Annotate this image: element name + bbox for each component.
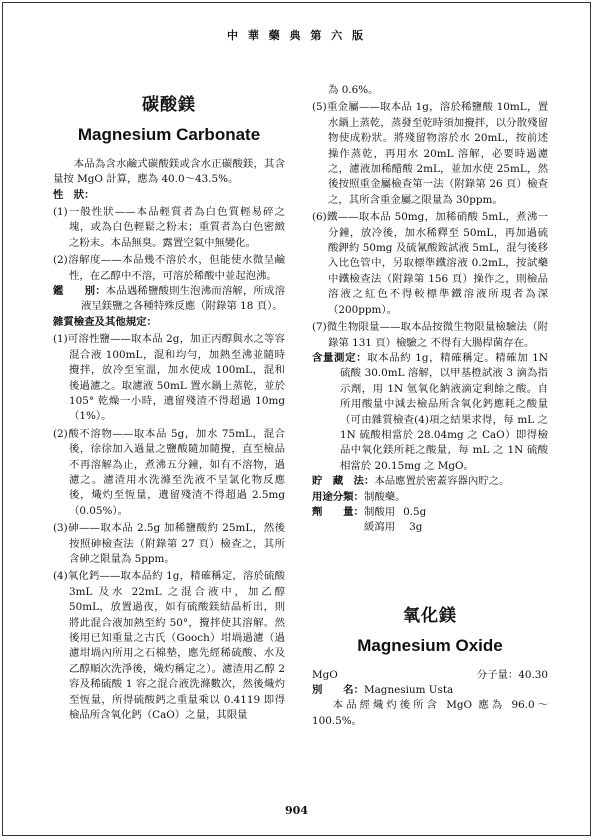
continued-text: 為 0.6%。 [328,84,379,96]
molecular-weight: 分子量：40.30 [476,668,548,681]
molecular-formula: MgO [312,668,338,681]
monograph-title-zh: 氧化鎂 [403,605,457,626]
section-heading-other-name: 別 名： [312,684,364,696]
identification-text: 本品遇稀鹽酸則生泡沸而溶解，所成溶液呈鎂鹽之各種特殊反應（附錄第 18 頁）。 [81,285,285,313]
monograph-title-zh: 碳酸鎂 [142,95,196,115]
right-column [312,83,548,729]
assay-text: 取本品約 1g，精確稱定。精確加 1N 硫酸 30.0mL 溶解，以甲基橙試液 3 滴為指示劑，用 1N 氫氧化鈉液滴定剩餘之酸。自所用酸量中減去檢品所含氧化鈣應耗之酸量（可由雜質檢查(4)項之結果求得，每 mL 之 1N 硫酸相當於 28.04mg 之 CaO）即得檢品中氧化鎂所耗之酸量，每 mL 之 1N 硫酸相當於 20.15mg 之 MgO。 [340,351,549,472]
purity-item: (6)鐵——取本品 50mg，加稀硝酸 5mL，煮沸一分鐘，放冷後，加水稀釋至 50mL，再加過硫酸鉀約 50mg 及硫氰酸銨試液 5mL，混勻後移入比色管中，另取標準鐵溶液 0.2mL，按試藥中鐵檢查法（附錄第 156 頁）操作之，則檢品溶液之紅色不得較標準鐵溶液所現者為深（200ppm）。 [312,211,548,316]
dose-amount: 3g [409,521,423,534]
purity-item: (2)酸不溶物——取本品 5g，加水 75mL，混合後，徐徐加入過量之鹽酸隨加隨攪，直至檢品不再溶解為止，煮沸五分鐘，如有不溶物，過濾之。濾渣用水洗滌至洗液不呈氯化物反應後，熾灼至恆量，遺留殘渣不得超過 2.5mg（0.05%）。 [53,427,285,517]
section-heading-assay: 含量測定： [312,351,368,364]
storage-text: 本品應置於密蓋容器內貯之。 [374,475,510,488]
purity-item: (1)可溶性鹽——取本品 2g，加正丙醇與水之等容混合液 100mL，混和均勻，加熱至沸並隨時攪拌，放冷至室溫，加水使成 100mL，混和後過濾之。取濾液 50mL 置水鍋上蒸乾，並於 105° 乾燥一小時，遺留殘渣不得超過 10mg（1%）。 [53,333,285,423]
dose-use: 制酸用 [363,505,396,518]
purity-item: (7)微生物限量——取本品按微生物限量檢驗法（附錄第 131 頁）檢驗之 不得有大腸桿菌存在。 [312,321,548,349]
category-section [312,490,548,505]
monograph-intro: 本品為含水鹼式碳酸鎂或含水正碳酸鎂，其含量按 MgO 計算，應為 40.0～43.5%。 [53,157,285,186]
section-heading-category: 用途分類： [312,490,364,503]
category-text: 制酸藥。 [363,490,406,503]
page [2,2,591,836]
dose-section [312,505,548,520]
monograph-title-en: Magnesium Carbonate [77,125,261,145]
identification-section [53,284,285,315]
monograph-title-en: Magnesium Oxide [357,636,503,656]
section-heading-properties: 性 狀： [53,188,95,201]
other-name-text: Magnesium Usta [363,684,454,696]
property-item: (2)溶解度——本品幾不溶於水，但能使水微呈鹼性，在乙醇中不溶，可溶於稀酸中並起泡沸。 [53,254,285,282]
left-column [53,81,285,723]
section-heading-identification: 鑑 別： [53,285,106,298]
dose-row [312,520,548,535]
property-item: (1)一般性狀——本品輕質者為白色質輕易碎之塊，或為白色輕鬆之粉末；重質者為白色密緻之粉末。本品無臭。露置空氣中無變化。 [53,206,285,249]
other-name-section [312,683,548,698]
dose-amount: 0.5g [403,505,427,518]
section-heading-dose: 劑 量： [312,505,364,518]
purity-item: (3)砷——取本品 2.5g 加稀鹽酸約 25mL，然後按照砷檢查法（附錄第 27 頁）檢查之，其所含砷之限量為 5ppm。 [53,522,285,565]
storage-section [312,474,548,489]
section-heading-storage: 貯 藏 法： [312,475,375,488]
formula-line [312,668,548,683]
purity-item: (4)氧化鈣——取本品約 1g，精確稱定，溶於硫酸 3mL 及水 22mL 之混合液中，加乙醇 50mL，放置過夜，如有硫酸鎂結晶析出，則將此混合液加熱至約 50°，攪拌使其溶解。然後用已知重量之古氏（Gooch）坩堝過濾（過濾坩堝內所用之石棉墊，應先經稀硫酸、水及乙醇順次洗淨後，熾灼稱定之）。濾渣用乙醇 2 容及稀硫酸 1 容之混合液洗滌數次，然後熾灼至恆量，所得硫酸鈣之重量乘以 0.4119 即得檢品所含氧化鈣（CaO）之量，其限量 [53,570,285,722]
running-head: 中 華 藥 典 第 六 版 [227,29,366,42]
dose-use: 緩瀉用 [364,521,396,534]
section-heading-purity: 雜質檢查及其他規定： [53,315,157,328]
assay-section [312,351,548,474]
purity-item: (5)重金屬——取本品 1g，溶於稀鹽酸 10mL，置水鍋上蒸乾，蒸發至乾時須加攪拌，以分散殘留物使成粉狀。將殘留物溶於水 20mL，按前述操作蒸乾，再用水 20mL 溶解，必要時過濾之，濾液加稀醋酸 2mL，並加水使 25mL，然後按照重金屬檢查第一法（附錄第 26 頁）檢查之，其所含重金屬之限量為 30ppm。 [312,101,548,206]
monograph-intro: 本品經熾灼後所含 MgO 應為 96.0～100.5%。 [312,699,548,727]
page-number: 904 [285,804,308,817]
